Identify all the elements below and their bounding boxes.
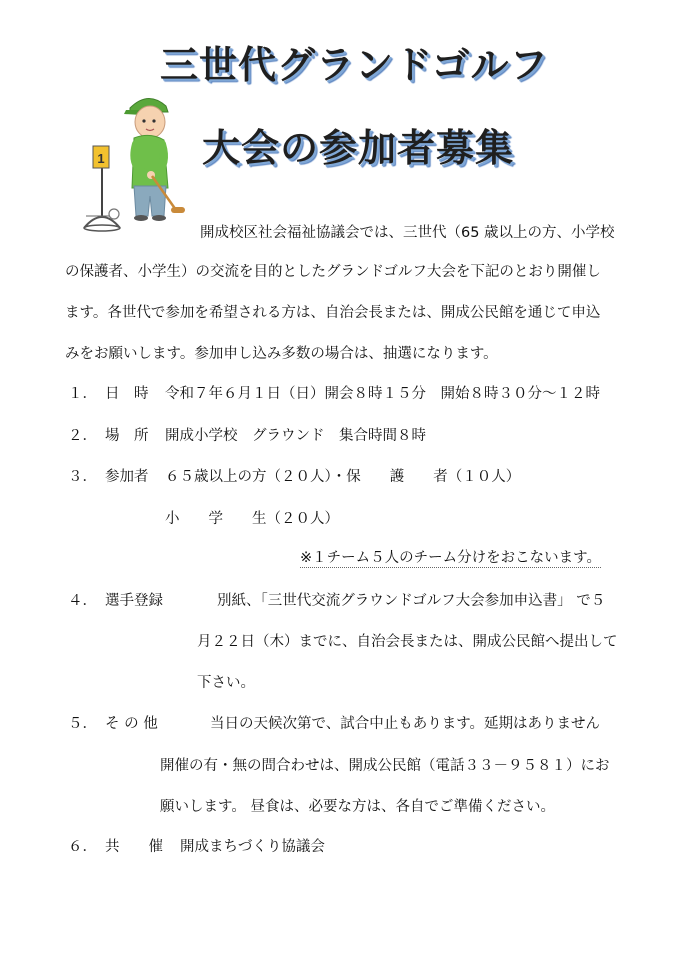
intro-line-4: みをお願いします。参加申し込み多数の場合は、抽選になります。 <box>65 346 498 362</box>
item-3-value-2: 小 学 生（２０人） <box>165 511 339 527</box>
intro-line-3: ます。各世代で参加を希望される方は、自治会長または、開成公民館を通じて申込 <box>65 305 601 321</box>
item-6-value: 開成まちづくり協議会 <box>180 839 325 855</box>
title-line-1: 三世代グランドゴルフ <box>160 43 549 87</box>
item-2-value: 開成小学校 グラウンド 集合時間８時 <box>165 428 426 444</box>
item-5-label: そ の 他 <box>105 716 158 732</box>
item-4-line-1: 別紙、｢三世代交流グラウンドゴルフ大会参加申込書」 で５ <box>217 593 606 609</box>
item-6-number: ６． <box>68 839 97 855</box>
item-2-number: ２． <box>68 428 97 444</box>
item-5-line-1: 当日の天候次第で、試合中止もあります。延期はありません <box>210 716 601 732</box>
item-1-value: 令和７年６月１日（日）開会８時１５分 開始８時３０分～１２時 <box>165 386 600 402</box>
ball-icon <box>109 209 119 219</box>
item-1-label: 日 時 <box>105 386 149 402</box>
item-5-number: ５． <box>68 716 97 732</box>
golfer-figure <box>124 98 185 221</box>
item-5-line-3: 願いします。 昼食は、必要な方は、各自でご準備ください。 <box>160 799 555 815</box>
item-3-note: ※１チーム５人のチーム分けをおこないます。 <box>300 546 601 568</box>
item-4-line-3: 下さい。 <box>197 675 255 691</box>
item-3-label: 参加者 <box>105 469 149 485</box>
item-3-number: ３． <box>68 469 97 485</box>
item-4-number: ４． <box>68 593 97 609</box>
flag-number: 1 <box>97 151 105 166</box>
item-3-value-1: ６５歳以上の方（２０人）・保 護 者（１０人） <box>165 469 521 485</box>
item-5-line-2: 開催の有・無の問合わせは、開成公民館（電話３３－９５８１）にお <box>160 758 610 774</box>
item-2-label: 場 所 <box>105 428 149 444</box>
item-6-label: 共 催 <box>105 839 163 855</box>
intro-line-1: 開成校区社会福祉協議会では、三世代（65 歳以上の方、小学校 <box>200 225 615 241</box>
item-1-number: １． <box>68 386 97 402</box>
item-4-line-2: 月２２日（木）までに、自治会長または、開成公民館へ提出して <box>197 634 618 650</box>
intro-line-2: の保護者、小学生）の交流を目的としたグランドゴルフ大会を下記のとおり開催し <box>65 264 601 280</box>
item-4-label: 選手登録 <box>105 593 163 609</box>
title-line-2: 大会の参加者募集 <box>202 126 515 170</box>
golfer-illustration <box>72 88 202 238</box>
